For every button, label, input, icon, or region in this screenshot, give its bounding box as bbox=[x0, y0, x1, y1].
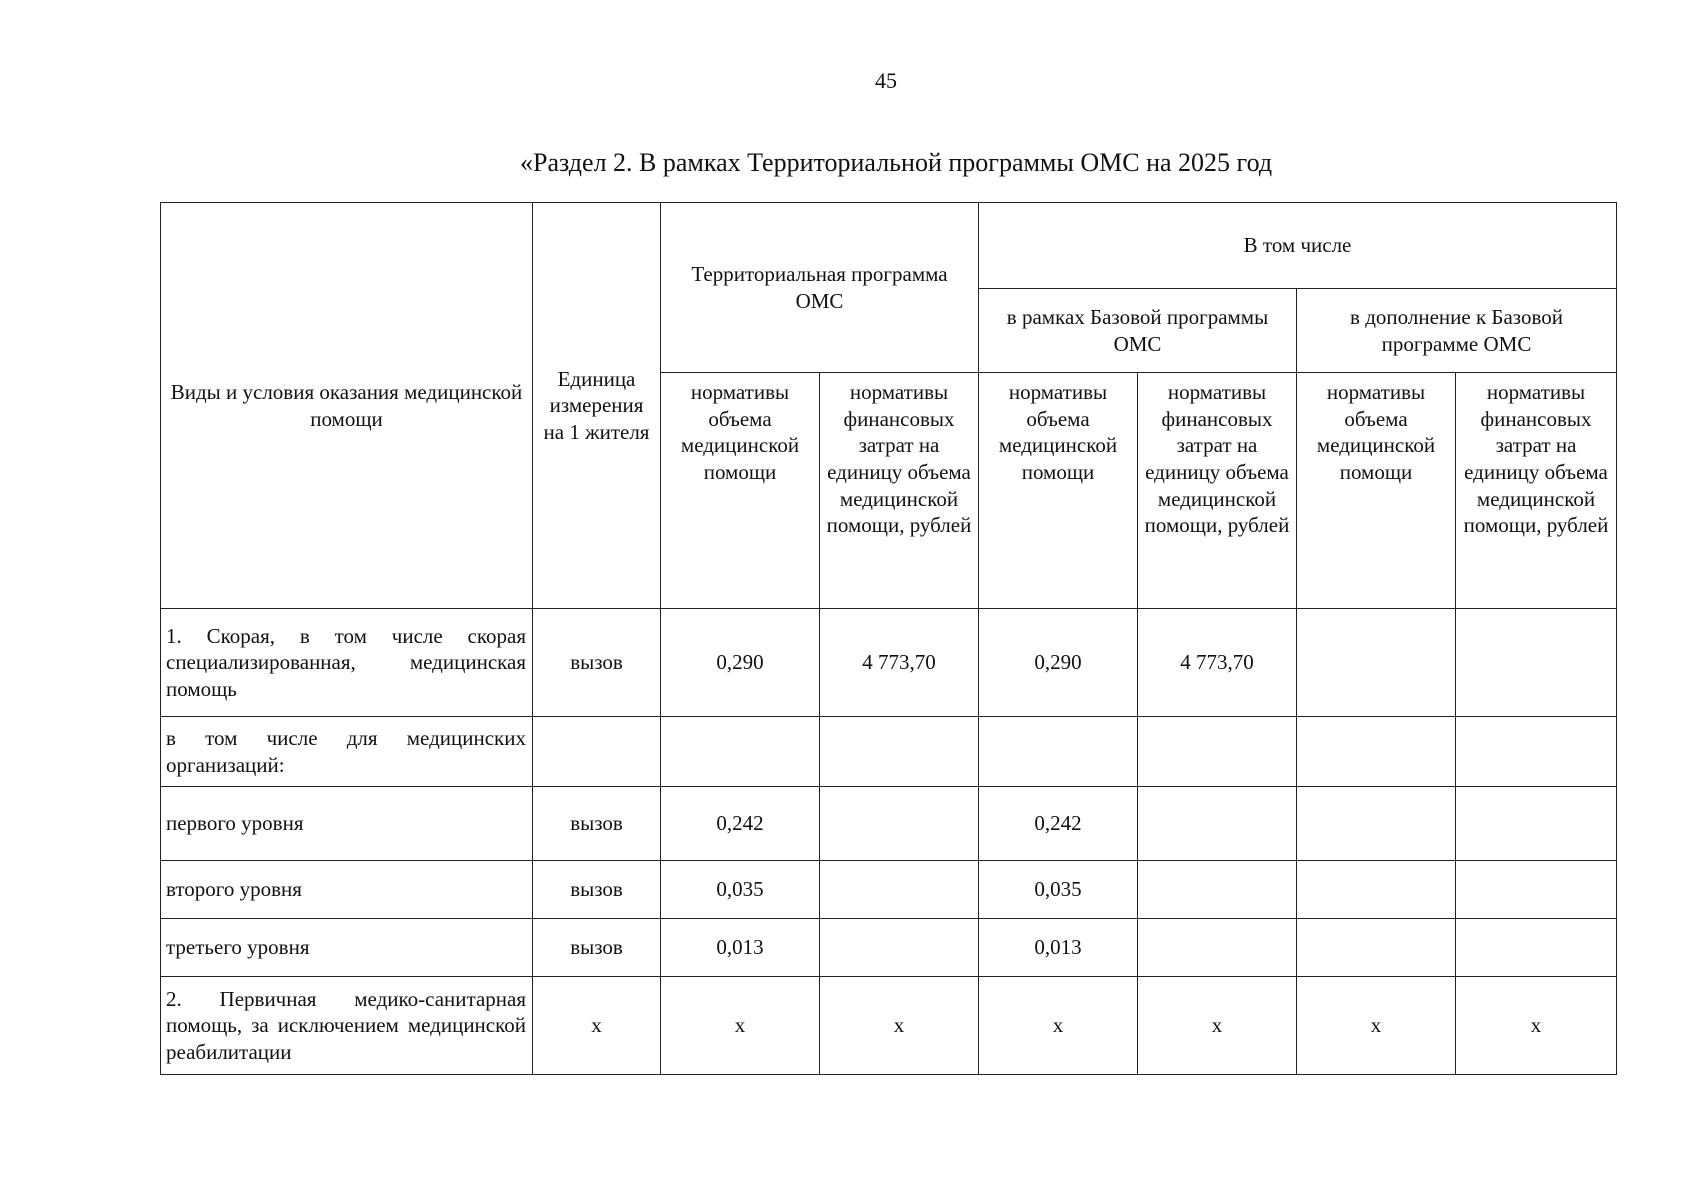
cell-terr-finance bbox=[820, 787, 979, 861]
cell-basic-finance: 4 773,70 bbox=[1138, 609, 1297, 717]
header-basic-volume: нормативы объема медицинской помощи bbox=[979, 373, 1138, 609]
header-basic-program: в рамках Базовой программы ОМС bbox=[979, 289, 1297, 373]
table-row bbox=[161, 919, 1617, 977]
header-additional-program: в дополнение к Базовой программе ОМС bbox=[1297, 289, 1617, 373]
cell-basic-volume: 0,013 bbox=[979, 919, 1138, 977]
cell-basic-finance bbox=[1138, 861, 1297, 919]
cell-basic-volume: 0,290 bbox=[979, 609, 1138, 717]
cell-terr-volume: 0,242 bbox=[661, 787, 820, 861]
cell-basic-finance bbox=[1138, 787, 1297, 861]
cell-unit bbox=[533, 717, 661, 787]
cell-terr-volume: 0,290 bbox=[661, 609, 820, 717]
cell-add-finance bbox=[1456, 919, 1617, 977]
table-row bbox=[161, 787, 1617, 861]
header-including: В том числе bbox=[979, 203, 1617, 289]
header-add-volume: нормативы объема медицинской помощи bbox=[1297, 373, 1456, 609]
cell-add-volume bbox=[1297, 717, 1456, 787]
cell-terr-finance bbox=[820, 717, 979, 787]
cell-basic-finance bbox=[1138, 919, 1297, 977]
row-label: третьего уровня bbox=[161, 919, 533, 977]
cell-add-finance bbox=[1456, 787, 1617, 861]
cell-basic-volume: 0,035 bbox=[979, 861, 1138, 919]
cell-add-finance: х bbox=[1456, 977, 1617, 1075]
cell-terr-volume bbox=[661, 717, 820, 787]
page-number: 45 bbox=[875, 68, 897, 93]
cell-add-finance bbox=[1456, 717, 1617, 787]
header-terr-volume: нормативы объема медицинской помощи bbox=[661, 373, 820, 609]
table-row bbox=[161, 861, 1617, 919]
row-label: 2. Первичная медико-санитарная помощь, за исключением медицинской реабилитации bbox=[161, 977, 533, 1075]
cell-terr-finance: 4 773,70 bbox=[820, 609, 979, 717]
norms-table bbox=[160, 202, 1617, 1075]
cell-basic-volume: 0,242 bbox=[979, 787, 1138, 861]
cell-basic-volume: х bbox=[979, 977, 1138, 1075]
cell-terr-volume: 0,035 bbox=[661, 861, 820, 919]
cell-terr-finance bbox=[820, 861, 979, 919]
cell-unit: вызов bbox=[533, 787, 661, 861]
header-add-finance: нормативы финансовых затрат на единицу объема медицинской помощи, рублей bbox=[1456, 373, 1617, 609]
section-title: «Раздел 2. В рамках Территориальной программы ОМС на 2025 год bbox=[520, 148, 1273, 177]
row-label: 1. Скорая, в том числе скорая специализированная, медицинская помощь bbox=[161, 609, 533, 717]
cell-terr-volume: х bbox=[661, 977, 820, 1075]
table-body bbox=[161, 609, 1617, 1075]
table-row bbox=[161, 977, 1617, 1075]
cell-add-volume bbox=[1297, 861, 1456, 919]
table-row bbox=[161, 717, 1617, 787]
header-terr-finance: нормативы финансовых затрат на единицу объема медицинской помощи, рублей bbox=[820, 373, 979, 609]
cell-add-volume bbox=[1297, 609, 1456, 717]
row-label: в том числе для медицинских организаций: bbox=[161, 717, 533, 787]
row-label: второго уровня bbox=[161, 861, 533, 919]
header-territorial-program: Территориальная программа ОМС bbox=[661, 203, 979, 373]
cell-unit: вызов bbox=[533, 919, 661, 977]
cell-add-volume: х bbox=[1297, 977, 1456, 1075]
cell-add-volume bbox=[1297, 787, 1456, 861]
header-basic-finance: нормативы финансовых затрат на единицу объема медицинской помощи, рублей bbox=[1138, 373, 1297, 609]
cell-basic-finance: х bbox=[1138, 977, 1297, 1075]
cell-basic-volume bbox=[979, 717, 1138, 787]
table-row bbox=[161, 609, 1617, 717]
header-unit: Единица измерения на 1 жителя bbox=[533, 203, 661, 609]
header-types: Виды и условия оказания медицинской помощи bbox=[161, 203, 533, 609]
table-header bbox=[161, 203, 1617, 609]
cell-add-volume bbox=[1297, 919, 1456, 977]
cell-add-finance bbox=[1456, 861, 1617, 919]
cell-basic-finance bbox=[1138, 717, 1297, 787]
cell-add-finance bbox=[1456, 609, 1617, 717]
cell-terr-volume: 0,013 bbox=[661, 919, 820, 977]
cell-unit: вызов bbox=[533, 609, 661, 717]
cell-terr-finance bbox=[820, 919, 979, 977]
row-label: первого уровня bbox=[161, 787, 533, 861]
cell-terr-finance: х bbox=[820, 977, 979, 1075]
cell-unit: х bbox=[533, 977, 661, 1075]
cell-unit: вызов bbox=[533, 861, 661, 919]
